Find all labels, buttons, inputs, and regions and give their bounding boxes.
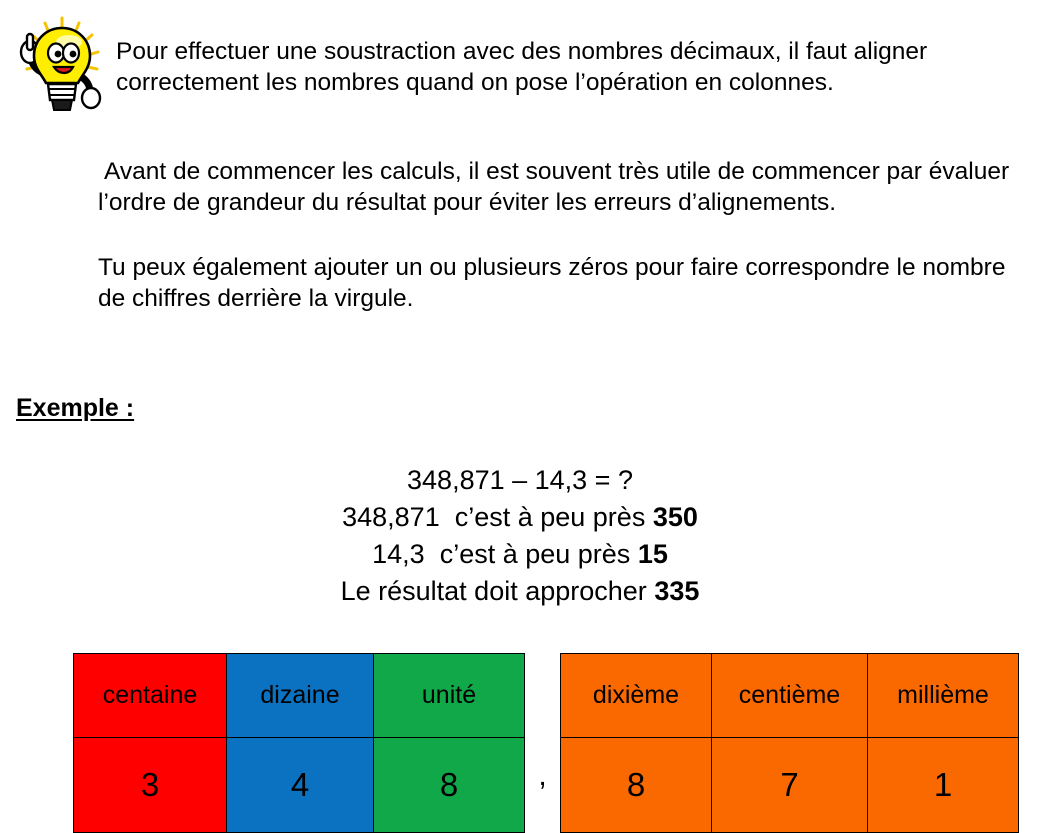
header-cell-dizaine: dizaine	[227, 654, 374, 738]
calc-line-approx-minuend-value: 350	[652, 502, 698, 532]
calc-line-expected-result-text: Le résultat doit approcher	[340, 576, 655, 606]
table-row-headers-integer	[74, 654, 525, 738]
header-cell-centieme: centième	[712, 654, 868, 738]
decimal-separator-glyph: ,	[538, 758, 547, 792]
table-row-digits-integer	[74, 738, 525, 833]
calc-line-approx-subtrahend	[0, 536, 1040, 573]
exemple-heading: Exemple :	[16, 394, 135, 422]
intro-paragraph: Pour effectuer une soustraction avec des nombres décimaux, il faut aligner correctement les nombres quand on pose l’opération en colonnes.	[116, 38, 928, 96]
integer-place-value-table	[73, 653, 525, 833]
header-cell-unite: unité	[374, 654, 525, 738]
digit-cell-centieme: 7	[712, 738, 868, 833]
paragraph-order-of-magnitude: Avant de commencer les calculs, il est souvent très utile de commencer par évaluer l’ordre de grandeur du résultat pour éviter les erreurs d’alignements.	[98, 158, 1010, 216]
intro-section	[0, 0, 1040, 134]
header-cell-dixieme: dixième	[561, 654, 712, 738]
calc-line-equation: 348,871 – 14,3 = ?	[407, 465, 633, 495]
table-row-digits-decimal	[561, 738, 1019, 833]
table-row-headers-decimal	[561, 654, 1019, 738]
calc-line-approx-subtrahend-text: 14,3 c’est à peu près	[372, 539, 638, 569]
header-cell-millieme: millième	[868, 654, 1019, 738]
calculation-block	[0, 462, 1040, 610]
digit-cell-centaine: 3	[74, 738, 227, 833]
lightbulb-mascot-icon	[14, 12, 110, 134]
paragraph-add-zeros: Tu peux également ajouter un ou plusieurs zéros pour faire correspondre le nombre de chiffres derrière la virgule.	[98, 254, 1006, 312]
calc-line-expected-result	[0, 573, 1040, 610]
digit-cell-unite: 8	[374, 738, 525, 833]
calc-line-expected-result-value: 335	[654, 576, 700, 606]
digit-cell-millieme: 1	[868, 738, 1019, 833]
digit-cell-dixieme: 8	[561, 738, 712, 833]
calc-line-approx-minuend-text: 348,871 c’est à peu près	[342, 502, 653, 532]
calc-line-approx-subtrahend-value: 15	[637, 539, 668, 569]
decimal-separator	[525, 653, 560, 830]
digit-cell-dizaine: 4	[227, 738, 374, 833]
header-cell-centaine: centaine	[74, 654, 227, 738]
decimal-place-value-table	[560, 653, 1019, 833]
place-value-tables	[73, 653, 1019, 833]
calc-line-approx-minuend	[0, 499, 1040, 536]
